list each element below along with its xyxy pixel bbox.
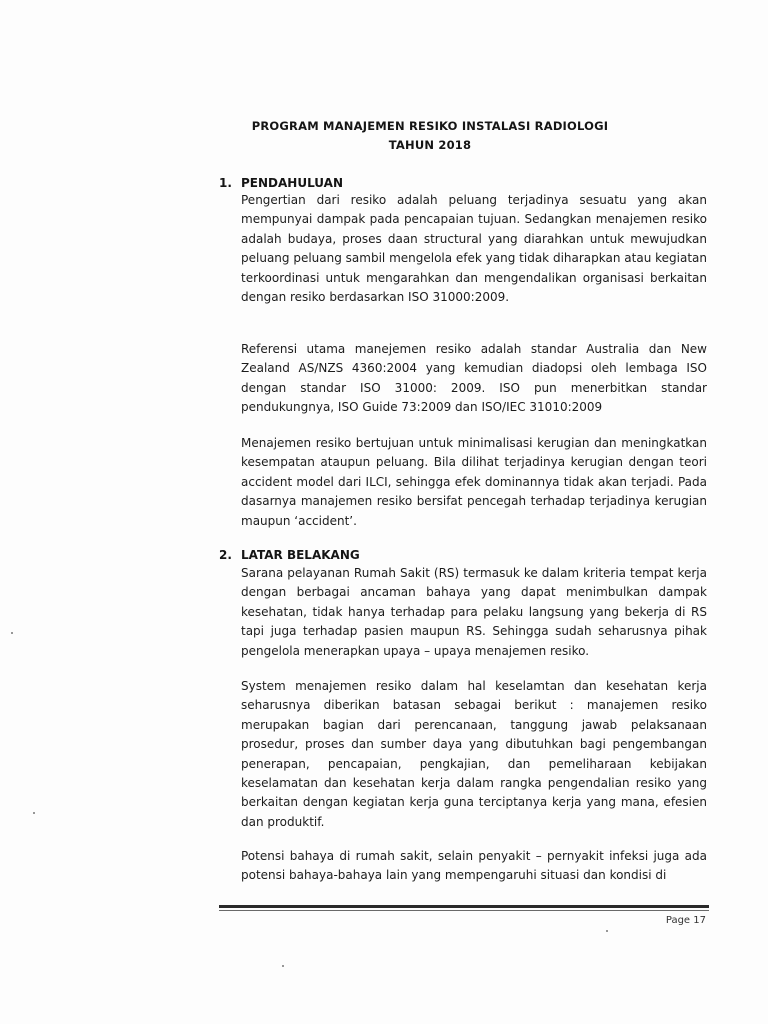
footer-rule-thick xyxy=(219,905,709,908)
section-number: 2. xyxy=(219,548,232,562)
scan-speck xyxy=(33,812,35,814)
section-heading-latar-belakang xyxy=(219,548,360,562)
document-title-line2: TAHUN 2018 xyxy=(388,138,472,152)
paragraph: System menajemen resiko dalam hal keselamtan dan kesehatan kerja seharusnya diberikan batasan sebagai berikut : manajemen resiko merupakan bagian dari perencanaan, tanggung jawab pelaksanaan prosedur, proses dan sumber daya yang dibutuhkan bagi pengembangan penerapan, pencapaian, pengkajian, dan pemeliharaan kebijakan keselamatan dan kesehatan kerja dalam rangka pengendalian resiko yang berkaitan dengan kegiatan kerja guna terciptanya kerja yang mana, efesien dan produktif. xyxy=(241,679,707,829)
paragraph: Menajemen resiko bertujuan untuk minimalisasi kerugian dan meningkatkan kesempatan ataupun peluang. Bila dilihat terjadinya kerugian dengan teori accident model dari ILCI, sehingga efek dominannya tidak akan terjadi. Pada dasarnya manajemen resiko bersifat pencegah terhadap terjadinya kerugian maupun ‘accident’. xyxy=(241,436,707,528)
paragraph: Referensi utama manejemen resiko adalah standar Australia dan New Zealand AS/NZS 4360:2004 yang kemudian diadopsi oleh lembaga ISO dengan standar ISO 31000: 2009. ISO pun menerbitkan standar pendukungnya, ISO Guide 73:2009 dan ISO/IEC 31010:2009 xyxy=(241,342,707,415)
section-heading-pendahuluan xyxy=(219,176,343,190)
footer-rule-thin xyxy=(219,910,709,911)
document-title-line1: PROGRAM MANAJEMEN RESIKO INSTALASI RADIOLOGI xyxy=(251,119,609,133)
section-title: PENDAHULUAN xyxy=(241,176,343,190)
paragraph: Pengertian dari resiko adalah peluang terjadinya sesuatu yang akan mempunyai dampak pada pencapaian tujuan. Sedangkan menajemen resiko adalah budaya, proses daan structural yang diarahkan untuk mewujudkan peluang peluang sambil mengelola efek yang tidak diharapkan atau kegiatan terkoordinasi untuk mengarahkan dan mengendalikan organisasi berkaitan dengan resiko berdasarkan ISO 31000:2009. xyxy=(241,193,707,305)
scan-speck xyxy=(282,965,284,967)
paragraph: Potensi bahaya di rumah sakit, selain penyakit – pernyakit infeksi juga ada potensi bahaya-bahaya lain yang mempengaruhi situasi dan kondisi di xyxy=(241,849,707,883)
scan-speck xyxy=(606,930,608,932)
page-number: Page 17 xyxy=(665,915,706,926)
paragraph: Sarana pelayanan Rumah Sakit (RS) termasuk ke dalam kriteria tempat kerja dengan berbagai ancaman bahaya yang dapat menimbulkan dampak kesehatan, tidak hanya terhadap para pelaku langsung yang bekerja di RS tapi juga terhadap pasien maupun RS. Sehingga sudah seharusnya pihak pengelola menerapkan upaya – upaya menajemen resiko. xyxy=(241,566,707,658)
scan-speck xyxy=(11,632,13,634)
section-title: LATAR BELAKANG xyxy=(241,548,360,562)
section-number: 1. xyxy=(219,176,232,190)
